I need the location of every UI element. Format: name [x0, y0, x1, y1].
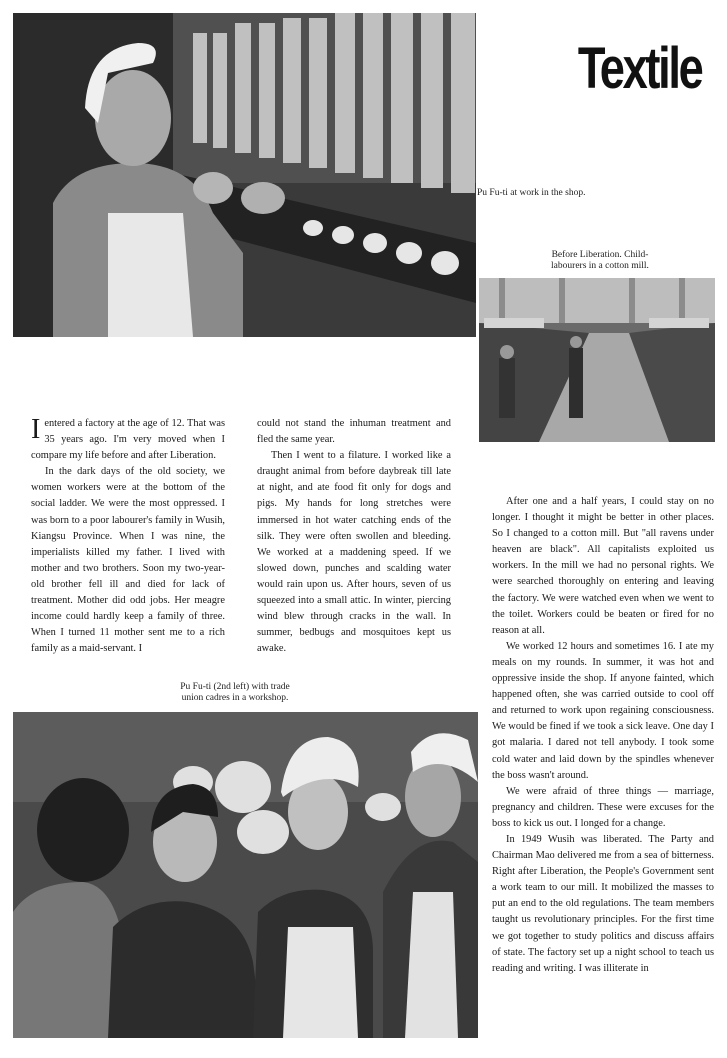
- article-paragraph: We worked 12 hours and sometimes 16. I ate my meals on my rounds. In summer, it was hot and oppressive inside the shop. If anyone fainted, which happened often, she was carried outside to cool off and returned to work upon regaining consciousness. We would be fined if we took a sick leave. One day I got malaria. I dared not tell anybody. I took some cold water and laid down by the spindles whenever the boss wasn't around.: [492, 640, 714, 781]
- caption-worker: Pu Fu-ti at work in the shop.: [477, 188, 586, 198]
- article-paragraph: After one and a half years, I could stay on no longer. I thought it might be better in other places. So I changed to a cotton mill. But "all ravens under heaven are black". All capitalists exploited us workers. In the mill we had no personal rights. We were searched thoroughly on entering and leaving the factory. We were watched even when we went to the toilet. Workers could be beaten or fired for no reason at all.: [492, 496, 714, 636]
- article-paragraph: We were afraid of three things — marriage, pregnancy and children. These were excuses for the boss to kick us out. I longed for a change.: [492, 785, 714, 829]
- photo-trade-union-cadres: [13, 712, 478, 1038]
- dropcap: I: [31, 414, 41, 445]
- photo-worker-at-spindles: [13, 13, 476, 337]
- article-paragraph: In the dark days of the old society, we women workers were at the bottom of the social ladder. We were the most oppressed. I was born to a poor labourer's family in Wusih, Kiangsu Province. When I was nine, the imperialists killed my father. I lived with mother and two brothers. Soon my two-year-old brother fell ill and died for lack of treatment. Mother did odd jobs. Her meagre income could hardly keep a family of three. When I turned 11 mother sent me to a rich family as a maid-servant. I: [31, 466, 225, 655]
- article-column-2: [257, 416, 451, 657]
- article-paragraph: entered a factory at the age of 12. That was 35 years ago. I'm very moved when I compare my life before and after Liberation.: [31, 418, 225, 462]
- caption-child-labourers: Before Liberation. Child-labourers in a cotton mill.: [551, 250, 649, 271]
- article-paragraph: In 1949 Wusih was liberated. The Party and Chairman Mao delivered me from a sea of bitterness. Right after Liberation, the People's Government sent a work team to our mill. It mobilized the masses to put an end to the old regulations. The team members taught us revolutionary principles. For the first time we got together to study politics and discuss affairs of state. The factory set up a night school to teach us reading and writing. I was illiterate in: [492, 833, 714, 974]
- article-paragraph: Then I went to a filature. I worked like a draught animal from before daybreak till late at night, and ate food fit only for dogs and pigs. My hands for long stretches were immersed in hot water catching ends of the silk. They were often swollen and bleeding. We worked at a maddening speed. If we slowed down, punches and scalding water would rain upon us. After hours, seven of us squeezed into a small attic. In winter, piercing wind blew through cracks in the wall. In summer, bedbugs and mosquitoes kept us awake.: [257, 450, 451, 655]
- article-column-3: [492, 494, 714, 977]
- article-paragraph: could not stand the inhuman treatment and fled the same year.: [257, 418, 451, 446]
- article-column-1: [31, 416, 225, 657]
- caption-cadres: Pu Fu-ti (2nd left) with trade union cadres in a workshop.: [180, 682, 290, 703]
- headline: Textile: [577, 36, 701, 101]
- photo-child-labourers: [479, 278, 715, 442]
